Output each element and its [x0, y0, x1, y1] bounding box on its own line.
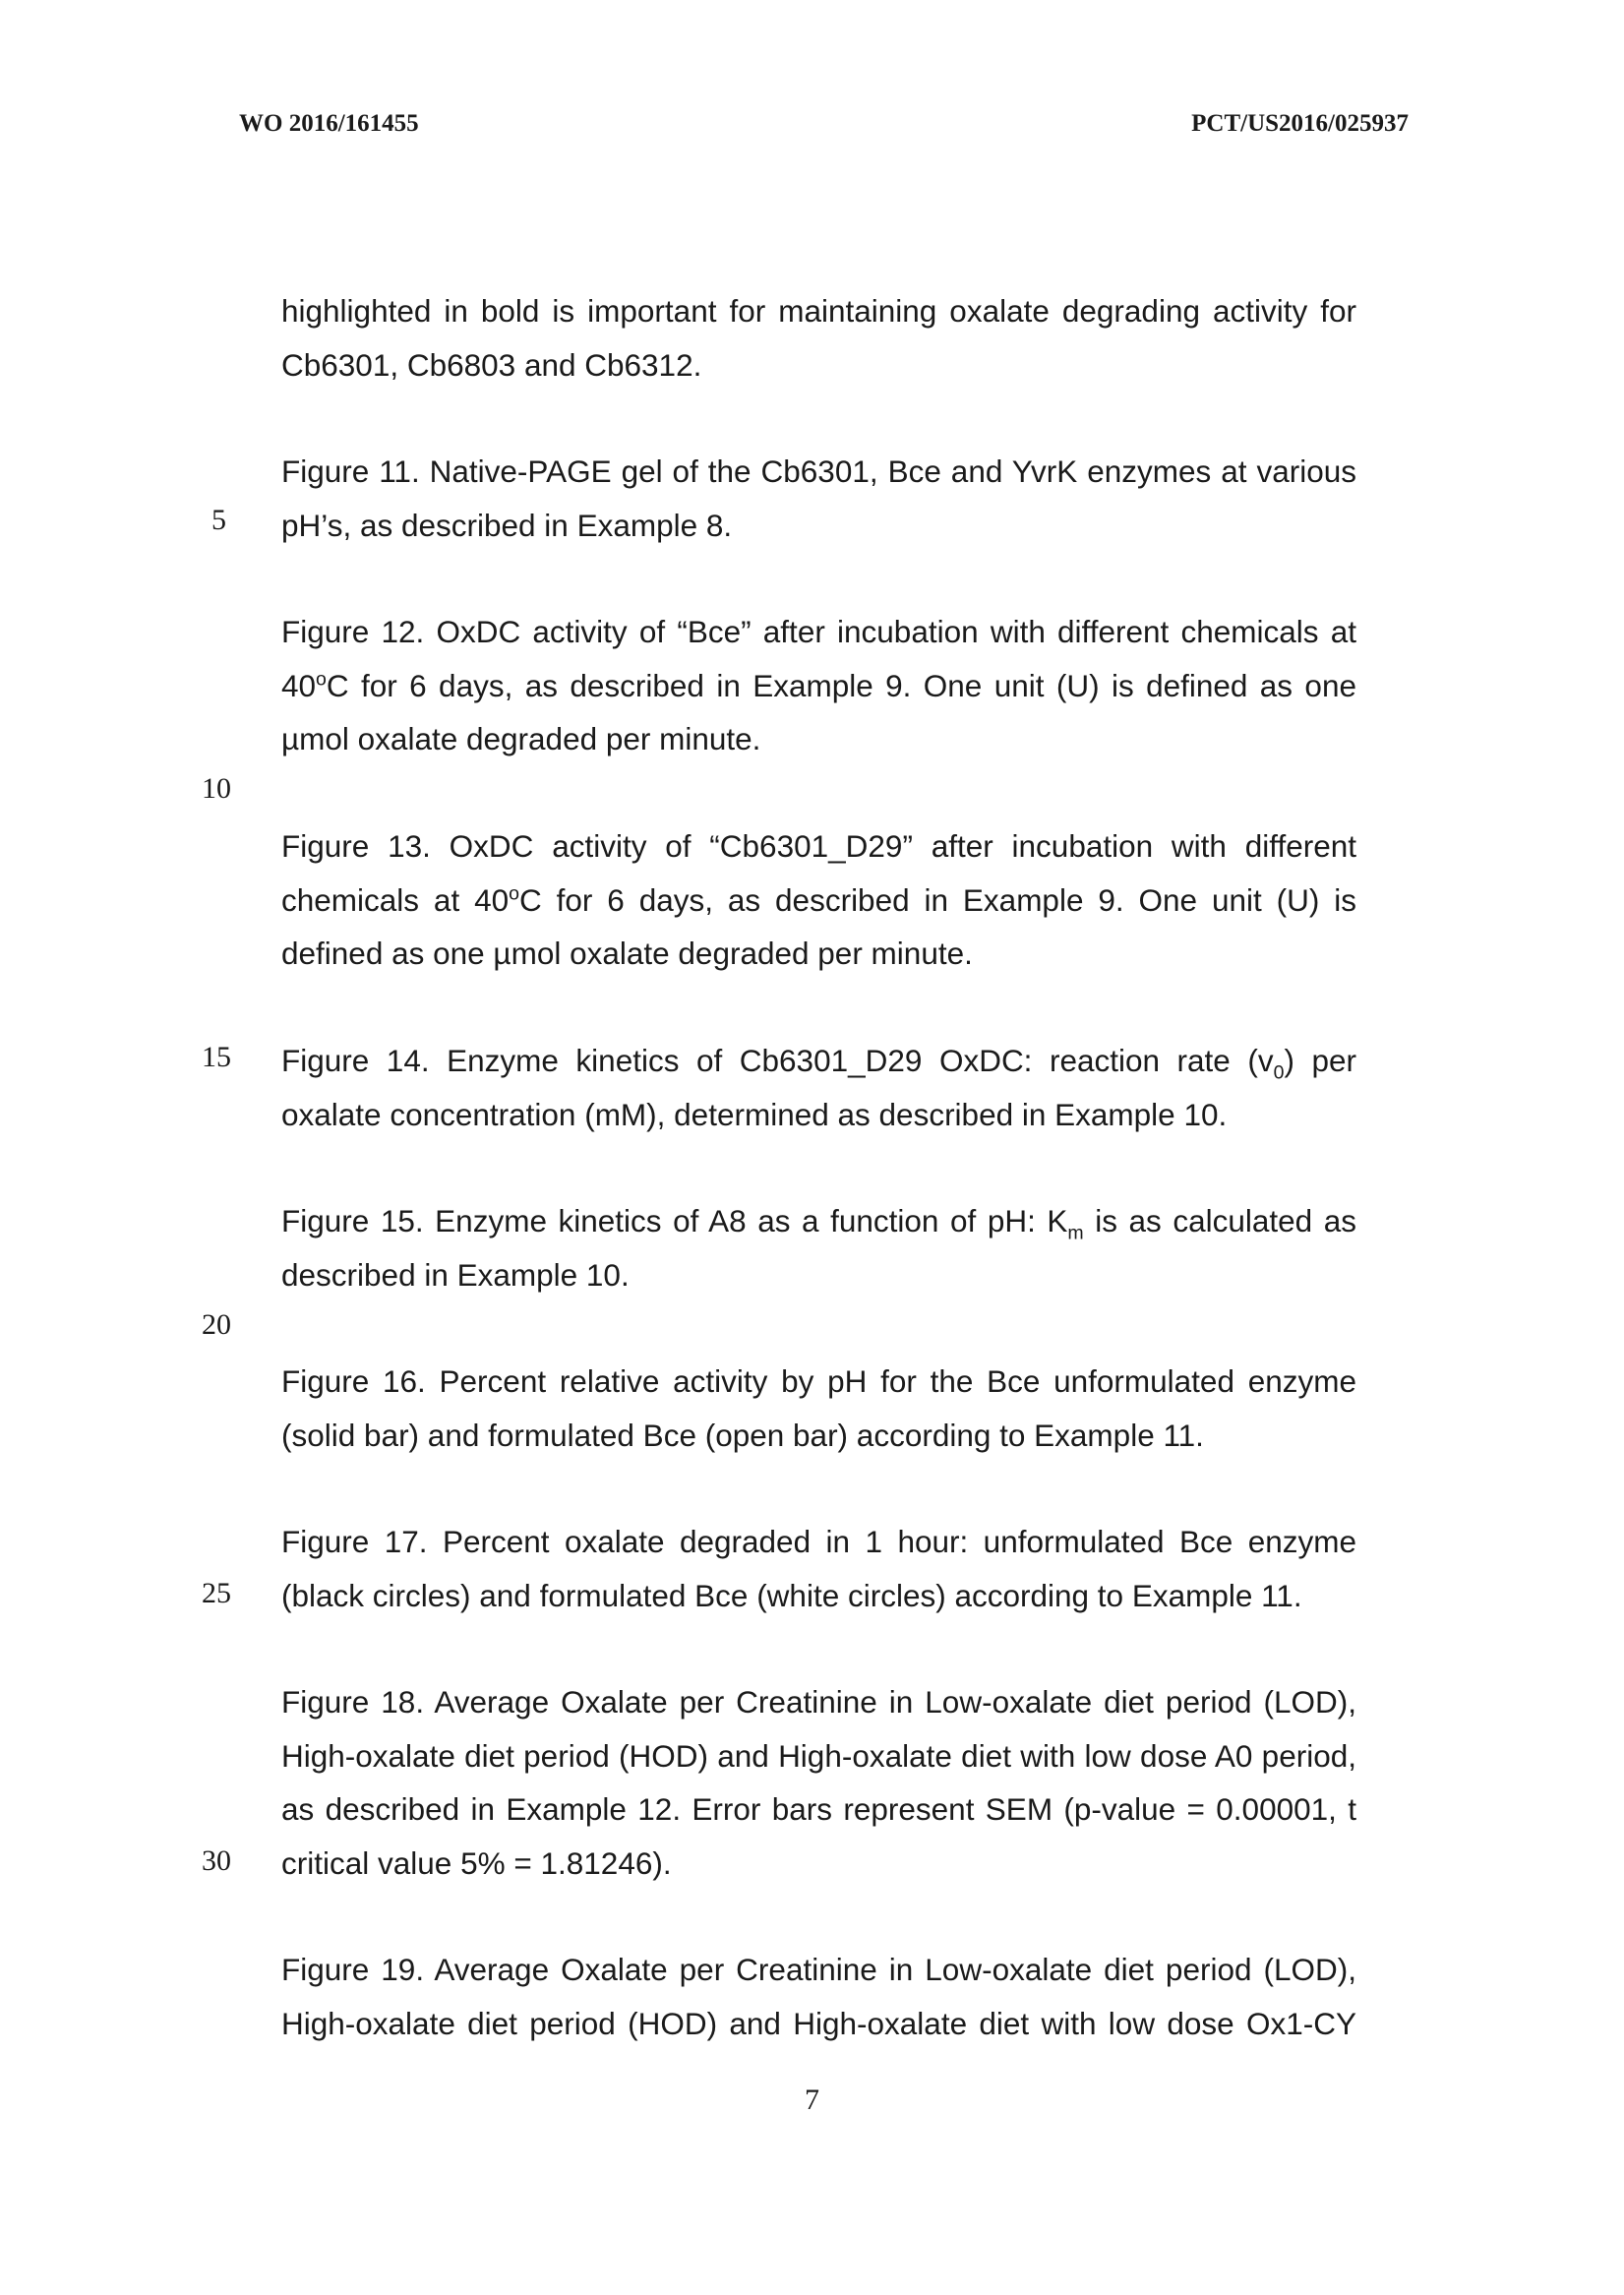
text-line: High-oxalate diet period (HOD) and High-oxalate diet with low dose A0 period, [281, 1737, 1356, 1774]
text-line: Figure 15. Enzyme kinetics of A8 as a function of pH: $K_m$ is as calculated as [281, 1203, 1356, 1244]
text-line: Figure 16. Percent relative activity by pH for the Bce unformulated enzyme [281, 1363, 1356, 1399]
figure-19-description [281, 1943, 1356, 2050]
text-line: Figure 12. OxDC activity of “Bce” after incubation with different chemicals at [281, 614, 1356, 649]
text-line: highlighted in bold is important for maintaining oxalate degrading activity for [281, 293, 1356, 329]
text-line: Figure 19. Average Oxalate per Creatinine in Low-oxalate diet period (LOD), [281, 1952, 1356, 1987]
publication-number: WO 2016/161455 [239, 110, 419, 137]
page-number: 7 [805, 2084, 819, 2116]
margin-line-number: 5 [211, 504, 226, 536]
text-line: as described in Example 12. Error bars represent SEM (p-value = 0.00001, t [281, 1791, 1356, 1827]
figure-17-description [281, 1515, 1356, 1622]
application-number: PCT/US2016/025937 [1191, 110, 1409, 137]
text-line: described in Example 10. [281, 1256, 630, 1293]
margin-line-number: 30 [202, 1844, 231, 1877]
figure-15-description [281, 1194, 1356, 1301]
text-line: Figure 11. Native-PAGE gel of the Cb6301, Bce and YvrK enzymes at various [281, 453, 1356, 489]
text-line: defined as one µmol oxalate degraded per minute. [281, 936, 973, 971]
text-line: 40$^o$C for 6 days, as described in Example 9. One unit (U) is defined as one [281, 667, 1356, 703]
margin-line-number: 25 [202, 1577, 231, 1609]
text-line: (solid bar) and formulated Bce (open bar) according to Example 11. [281, 1417, 1204, 1453]
text-line: Figure 18. Average Oxalate per Creatinine in Low-oxalate diet period (LOD), [281, 1684, 1356, 1720]
text-line: pH’s, as described in Example 8. [281, 507, 733, 543]
text-line: chemicals at 40$^o$C for 6 days, as described in Example 9. One unit (U) is [281, 881, 1356, 918]
figure-11-description [281, 445, 1356, 552]
text-line: (black circles) and formulated Bce (white circles) according to Example 11. [281, 1577, 1302, 1613]
text-line: Figure 13. OxDC activity of “Cb6301_D29” after incubation with different [281, 828, 1356, 864]
text-line: High-oxalate diet period (HOD) and High-oxalate diet with low dose Ox1-CY [281, 2005, 1356, 2041]
figure-12-description [281, 605, 1356, 766]
figure-16-description [281, 1355, 1356, 1462]
figure-13-description [281, 819, 1356, 981]
text-line: critical value 5% = 1.81246). [281, 1844, 672, 1881]
margin-line-number: 20 [202, 1308, 231, 1341]
text-line: Cb6301, Cb6803 and Cb6312. [281, 346, 702, 383]
margin-line-number: 10 [202, 772, 231, 805]
figure-18-description [281, 1675, 1356, 1890]
text-line: µmol oxalate degraded per minute. [281, 721, 761, 756]
text-line: Figure 17. Percent oxalate degraded in 1 hour: unformulated Bce enzyme [281, 1524, 1356, 1559]
text-line: oxalate concentration (mM), determined as described in Example 10. [281, 1096, 1228, 1132]
paragraph-continuation [281, 284, 1356, 392]
margin-line-number: 15 [202, 1041, 231, 1073]
figure-14-description [281, 1034, 1356, 1141]
text-line: Figure 14. Enzyme kinetics of Cb6301_D29 OxDC: reaction rate $(v_0)$ per [281, 1043, 1356, 1084]
